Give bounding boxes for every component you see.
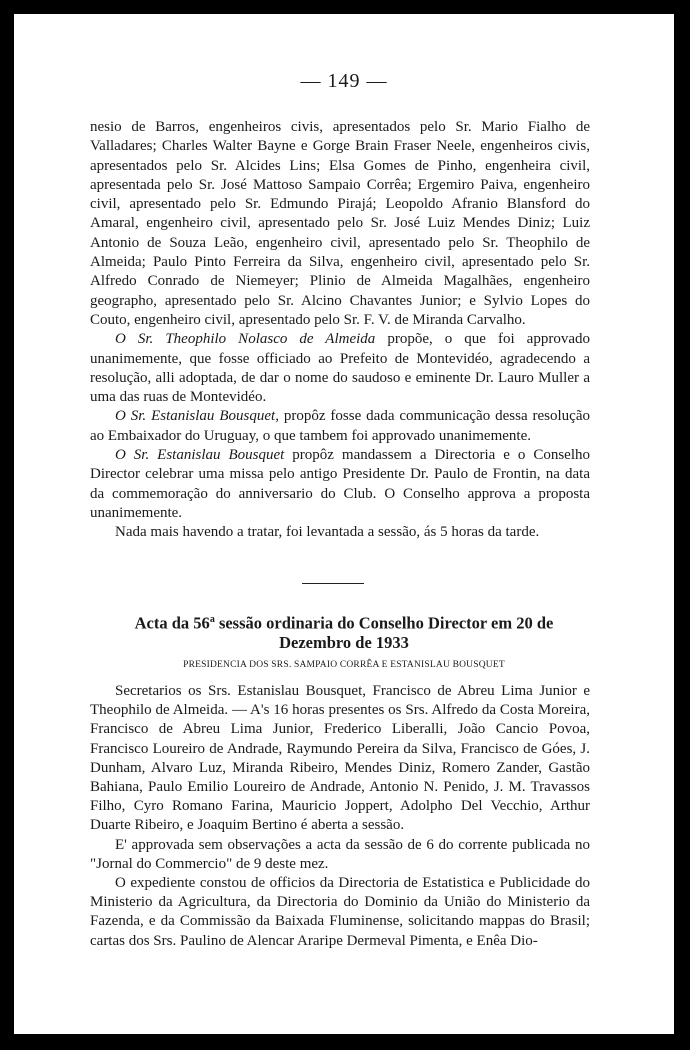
session-heading [84,610,604,652]
montevideo-proposal-paragraph [90,330,590,407]
presidency-line: PRESIDENCIA DOS SRS. SAMPAIO CORRÊA E ESTANISLAU BOUSQUET [183,660,505,670]
paragraph-text: propõe, o que foi approvado unanimemente, que fosse officiado ao Prefeito de Montevidéo, agradecendo a resolução, alli adoptada, de dar o nome do saudoso e eminente Dr. Lauro Muller a uma das ruas de Montevidéo. [90,331,590,406]
previous-minutes-continuation [90,118,590,543]
book-page [14,14,674,1034]
page-number: — 149 — [300,70,388,92]
section-divider [302,583,364,584]
session-closing-paragraph: Nada mais havendo a tratar, foi levantada a sessão, ás 5 horas da tarde. [115,524,540,541]
uruguay-communication-paragraph [90,407,590,446]
member-admissions-paragraph: nesio de Barros, engenheiros civis, apresentados pelo Sr. Mario Fialho de Valladares; Charles Walter Bayne e Gorge Brain Fraser Neele, engenheiros civis, apresentados pelo Sr. Alcides Lins; Elsa Gomes de Pinho, engenheira civil, apresentada pelo Sr. José Mattoso Sampaio Corrêa; Ergemiro Paiva, engenheiro civil, apresentado pelo Sr. Edmundo Pirajá; Leopoldo Afranio Blansford do Amaral, engenheiro civil, apresentado pelo Sr. José Luiz Mendes Diniz; Luiz Antonio de Souza Leão, engenheiro civil, apresentado pelo Sr. Theophilo de Almeida; Paulo Pinto Ferreira da Silva, engenheiro civil, apresentado pelo Sr. Alfredo Conrado de Niemeyer; Plinio de Almeida Magalhães, engenheiro geographo, apresentado pelo Sr. Alcino Chavantes Junior; e Sylvio Lopes do Couto, engenheiro civil, apresentado pelo Sr. F. V. de Miranda Carvalho. [90,119,590,328]
speaker-name: O Sr. Estanislau Bousquet [115,408,276,425]
mass-proposal-paragraph [90,446,590,523]
speaker-name: O Sr. Estanislau Bousquet [115,447,285,464]
heading-line-2: Dezembro de 1933 [279,632,409,652]
correspondence-paragraph: O expediente constou de officios da Directoria de Estatistica e Publicidade do Ministerio da Agricultura, da Directoria do Dominio da União do Ministerio da Fazenda, e da Commissão da Baixada Fluminense, solicitando mappas do Brasil; cartas dos Srs. Paulino de Alencar Araripe Dermeval Pimenta, e Enêa Dio- [90,875,590,949]
minutes-approval-paragraph: E' approvada sem observações a acta da sessão de 6 do corrente publicada no "Jornal do Commercio" de 9 deste mez. [90,836,590,872]
session-minutes [90,682,590,951]
attendance-paragraph: Secretarios os Srs. Estanislau Bousquet, Francisco de Abreu Lima Junior e Theophilo de Almeida. — A's 16 horas presentes os Srs. Alfredo da Costa Moreira, Francisco de Abreu Lima Junior, Frederico Liberalli, João Cancio Povoa, Francisco Loureiro de Andrade, Raymundo Pereira da Silva, Francisco de Góes, J. Dunham, Alvaro Luz, Miranda Ribeiro, Mendes Diniz, Romero Zander, Gastão Bahiana, Paulo Emilio Loureiro de Andrade, Antonio N. Penido, J. M. Travassos Filho, Cyro Romano Farina, Mauricio Joppert, Adolpho Del Vecchio, Arthur Duarte Ribeiro, e Joaquim Bertino é aberta a sessão. [90,683,590,834]
speaker-name: O Sr. Theophilo Nolasco de Almeida [115,331,376,348]
paragraph-text: propôz mandassem a Directoria e o Conselho Director celebrar uma missa pelo antigo Presidente Dr. Paulo de Frontin, na data da commemoração do anniversario do Club. O Conselho approva a proposta unanimemente. [90,447,590,521]
heading-line-1: Acta da 56$^a$ sessão ordinaria do Conselho Director em 20 de [134,613,554,633]
paragraph-text: , propôz fosse dada communicação dessa resolução ao Embaixador do Uruguay, o que tambem foi approvado unanimemente. [90,408,590,444]
